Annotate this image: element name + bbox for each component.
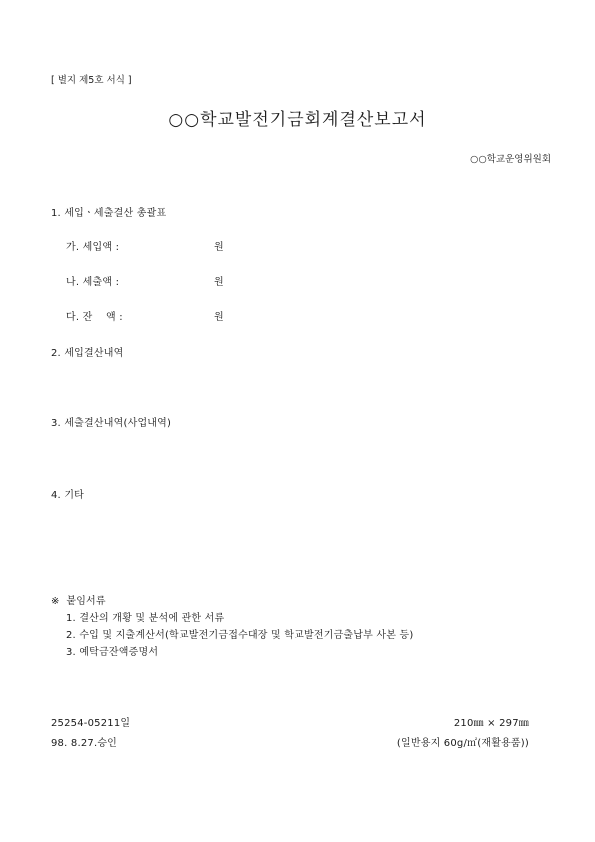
expenditure-label: 나. 세출액 : [66,277,120,288]
attachment-item: 1. 결산의 개황 및 분석에 관한 서류 [66,613,225,624]
section-3-heading: 3. 세출결산내역(사업내역) [51,418,172,429]
paper-spec: (일반용지 60g/㎡(재활용품)) [396,738,529,749]
form-code: 25254-05211일 [51,718,131,729]
committee-name: ○○학교운영위원회 [470,154,551,165]
balance-label: 다. 잔 액 : [66,312,123,323]
expenditure-unit: 원 [214,277,224,288]
page-title: ○○학교발전기금회계결산보고서 [168,110,427,130]
form-label: [ 별지 제5호 서식 ] [51,75,132,86]
attachments-heading: ※ 붙임서류 [51,596,106,607]
balance-unit: 원 [214,312,224,323]
attachment-item: 2. 수입 및 지출계산서(학교발전기금접수대장 및 학교발전기금출납부 사본 등) [66,630,414,641]
attachment-item: 3. 예탁금잔액증명서 [66,647,159,658]
section-1-heading: 1. 세입ㆍ세출결산 총괄표 [51,208,167,219]
income-label: 가. 세입액 : [66,242,120,253]
section-2-heading: 2. 세입결산내역 [51,348,124,359]
income-unit: 원 [214,242,224,253]
section-4-heading: 4. 기타 [51,490,85,501]
paper-size: 210㎜ × 297㎜ [453,718,529,729]
approval-date: 98. 8.27.승인 [51,738,118,749]
